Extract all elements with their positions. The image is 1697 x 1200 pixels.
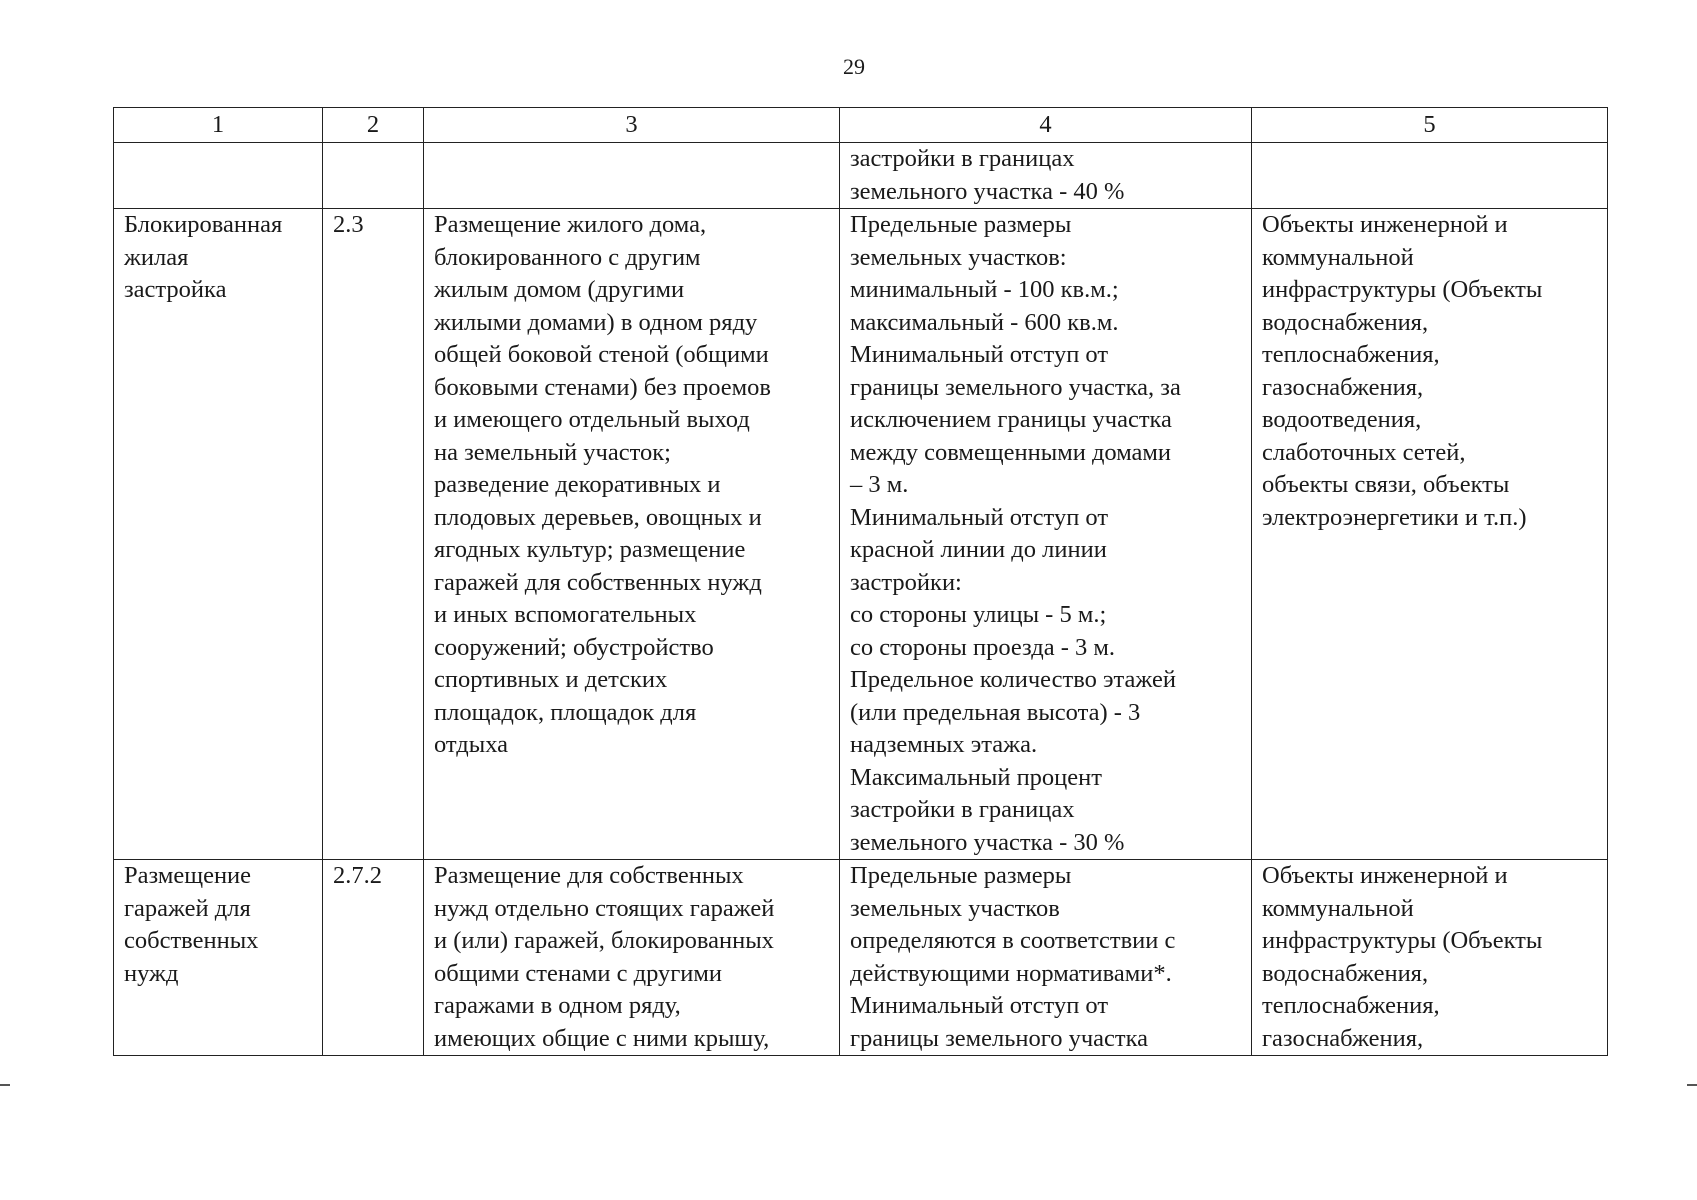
cell-text-line: площадок, площадок для xyxy=(434,698,697,726)
cell-text-line: слаботочных сетей, xyxy=(1262,438,1466,466)
cell-text-line: Объекты инженерной и xyxy=(1262,211,1508,238)
cell-text-line: инфраструктуры (Объекты xyxy=(1262,927,1543,954)
table-body xyxy=(114,143,1608,1056)
header-col-1: 1 xyxy=(114,108,323,143)
cell-text-line: водоснабжения, xyxy=(1262,959,1429,987)
cell-text-line: Размещение жилого дома, xyxy=(434,211,707,238)
cell-text-line: теплоснабжения, xyxy=(1262,341,1440,368)
cell-text-line: гаражами в одном ряду, xyxy=(434,992,681,1019)
cell-text-line: 2.3 xyxy=(333,211,364,238)
header-col-2: 2 xyxy=(323,108,424,143)
cell-text-line: границы земельного участка xyxy=(850,1024,1149,1052)
table-header-row xyxy=(114,108,1608,143)
table-cell-4 xyxy=(840,143,1252,209)
cell-text-line: Предельные размеры xyxy=(850,211,1072,238)
cell-text-line: Объекты инженерной и xyxy=(1262,862,1508,889)
cell-text-line: ягодных культур; размещение xyxy=(434,536,746,563)
cell-text-line: водоотведения, xyxy=(1262,406,1422,433)
cell-text-line: нужд отдельно стоящих гаражей xyxy=(434,894,775,922)
cell-text-line: Минимальный отступ от xyxy=(850,341,1109,368)
cell-text-line: газоснабжения, xyxy=(1262,1024,1424,1052)
cell-text-line: водоснабжения, xyxy=(1262,308,1429,336)
cell-text-line: (или предельная высота) - 3 xyxy=(850,698,1141,726)
table-cell-2 xyxy=(323,860,424,1056)
table-cell-3 xyxy=(424,860,840,1056)
cell-text-line: коммунальной xyxy=(1262,894,1414,922)
cell-text-line: надземных этажа. xyxy=(850,731,1038,758)
cell-text-line: блокированного с другим xyxy=(434,243,701,271)
cell-text-line: гаражей для xyxy=(124,894,251,922)
cell-text-line: общей боковой стеной (общими xyxy=(434,341,769,368)
table-row xyxy=(114,143,1608,209)
cell-text-line: коммунальной xyxy=(1262,243,1414,271)
cell-text-line: сооружений; обустройство xyxy=(434,633,714,661)
cell-text-line: 2.7.2 xyxy=(333,862,382,889)
zoning-table xyxy=(113,107,1608,1056)
table-row xyxy=(114,860,1608,1056)
cell-text-line: Максимальный процент xyxy=(850,763,1102,791)
cell-text-line: спортивных и детских xyxy=(434,666,668,693)
cell-text-line: Размещение xyxy=(124,862,252,889)
table-cell-1 xyxy=(114,143,323,209)
margin-mark-right xyxy=(1687,1084,1697,1086)
cell-text-line: застройки: xyxy=(850,568,962,596)
table-cell-5 xyxy=(1252,143,1608,209)
cell-text-line: действующими нормативами*. xyxy=(850,959,1172,987)
cell-text-line: Предельное количество этажей xyxy=(850,666,1176,693)
cell-text-line: земельного участка - 40 % xyxy=(850,177,1125,205)
cell-text-line: и иных вспомогательных xyxy=(434,601,697,628)
margin-mark-left xyxy=(0,1084,10,1086)
cell-text-line: собственных xyxy=(124,927,259,954)
cell-text-line: – 3 м. xyxy=(850,471,909,498)
cell-text-line: и (или) гаражей, блокированных xyxy=(434,927,774,954)
cell-text-line: отдыха xyxy=(434,731,509,758)
cell-text-line: на земельный участок; xyxy=(434,438,671,466)
cell-text-line: жилым домом (другими xyxy=(434,276,685,303)
table-cell-5 xyxy=(1252,860,1608,1056)
cell-text-line: и имеющего отдельный выход xyxy=(434,406,750,433)
cell-text-line: боковыми стенами) без проемов xyxy=(434,373,771,401)
table-cell-3 xyxy=(424,143,840,209)
cell-text-line: застройка xyxy=(124,276,227,303)
cell-text-line: Минимальный отступ от xyxy=(850,503,1109,531)
table-cell-4 xyxy=(840,209,1252,860)
cell-text-line: определяются в соответствии с xyxy=(850,927,1176,954)
cell-text-line: теплоснабжения, xyxy=(1262,992,1440,1019)
cell-text-line: исключением границы участка xyxy=(850,406,1172,433)
cell-text-line: жилая xyxy=(124,243,189,271)
cell-text-line: земельных участков xyxy=(850,894,1060,922)
cell-text-line: Предельные размеры xyxy=(850,862,1072,889)
table-cell-2 xyxy=(323,143,424,209)
cell-text-line: Минимальный отступ от xyxy=(850,992,1109,1019)
table-cell-2 xyxy=(323,209,424,860)
cell-text-line: Блокированная xyxy=(124,211,283,238)
table-cell-5 xyxy=(1252,209,1608,860)
cell-text-line: имеющих общие с ними крышу, xyxy=(434,1024,770,1052)
cell-text-line: плодовых деревьев, овощных и xyxy=(434,503,762,531)
cell-text-line: инфраструктуры (Объекты xyxy=(1262,276,1543,303)
cell-text-line: Размещение для собственных xyxy=(434,862,744,889)
cell-text-line: со стороны проезда - 3 м. xyxy=(850,633,1116,661)
cell-text-line: газоснабжения, xyxy=(1262,373,1424,401)
header-col-3: 3 xyxy=(424,108,840,143)
cell-text-line: между совмещенными домами xyxy=(850,438,1172,466)
header-col-5: 5 xyxy=(1252,108,1608,143)
cell-text-line: разведение декоративных и xyxy=(434,471,721,498)
cell-text-line: жилыми домами) в одном ряду xyxy=(434,308,758,336)
cell-text-line: общими стенами с другими xyxy=(434,959,723,987)
cell-text-line: застройки в границах xyxy=(850,796,1075,823)
table-cell-1 xyxy=(114,209,323,860)
table-cell-1 xyxy=(114,860,323,1056)
cell-text-line: нужд xyxy=(124,959,179,987)
cell-text-line: электроэнергетики и т.п.) xyxy=(1262,503,1527,531)
cell-text-line: границы земельного участка, за xyxy=(850,373,1181,401)
cell-text-line: максимальный - 600 кв.м. xyxy=(850,308,1119,336)
cell-text-line: минимальный - 100 кв.м.; xyxy=(850,276,1119,303)
page-number: 29 xyxy=(843,54,865,79)
table-cell-4 xyxy=(840,860,1252,1056)
cell-text-line: земельного участка - 30 % xyxy=(850,828,1125,856)
header-col-4: 4 xyxy=(840,108,1252,143)
cell-text-line: застройки в границах xyxy=(850,145,1075,172)
cell-text-line: объекты связи, объекты xyxy=(1262,471,1510,498)
cell-text-line: земельных участков: xyxy=(850,243,1067,271)
cell-text-line: гаражей для собственных нужд xyxy=(434,568,762,596)
cell-text-line: красной линии до линии xyxy=(850,536,1107,563)
cell-text-line: со стороны улицы - 5 м.; xyxy=(850,601,1107,628)
table-cell-3 xyxy=(424,209,840,860)
table-row xyxy=(114,209,1608,860)
